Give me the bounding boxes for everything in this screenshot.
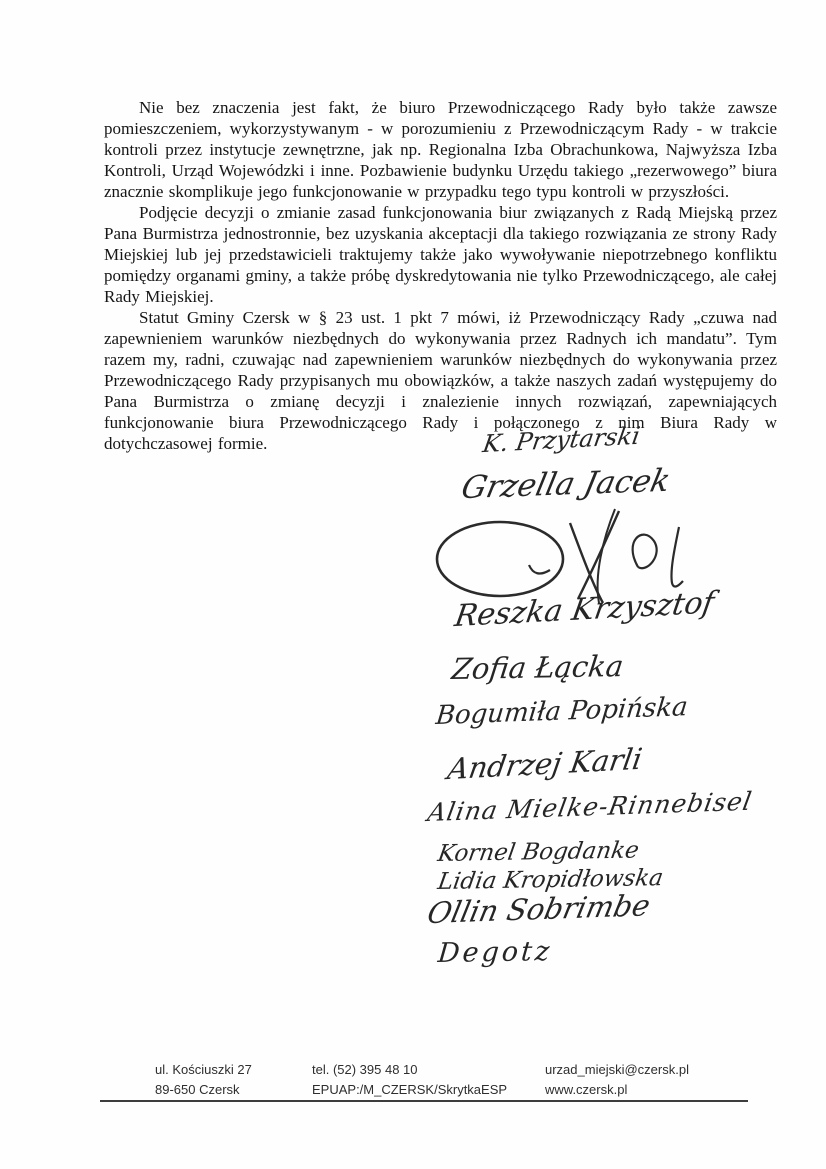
letter-body: [104, 97, 777, 454]
paragraph-statute-request: Statut Gminy Czersk w § 23 ust. 1 pkt 7 mówi, iż Przewodniczący Rady „czuwa nad zapewnieniem warunków niezbędnych do wykonywania przez Radnych ich mandatu”. Tym razem my, radni, czuwając nad zapewnieniem warunków niezbędnych do wykonywania przez Przewodniczącego Rady przypisanych mu obowiązków, a także naszych zadań występujemy do Pana Burmistrza o zmianę decyzji i znalezienie innych rozwiązań, zapewniających funkcjonowanie biura Przewodniczącego Rady i połączonego z nim Biura Rady w dotychczasowej formie.: [104, 308, 777, 453]
signature: Reszka Krzysztof: [452, 585, 717, 635]
signature: Ollin Sobrimbe: [424, 888, 654, 931]
signature: K. Przytarski: [480, 421, 643, 459]
signature: Andrzej Karli: [445, 741, 645, 787]
signature: Grzella Jacek: [458, 462, 674, 507]
footer-address-column: [155, 1060, 252, 1100]
paragraph-unilateral-decision: Podjęcie decyzji o zmianie zasad funkcjonowania biur związanych z Radą Miejską przez Pana Burmistrza jednostronnie, bez uzyskania akceptacji dla takiego rozwiązania ze strony Rady Miejskiej lub jej przedstawicieli traktujemy także jako wywoływanie niepotrzebnego konfliktu pomiędzy organami gminy, a także próbę dyskredytowania nie tylko Przewodniczącego, ale całej Rady Miejskiej.: [104, 203, 777, 306]
signature: Alina Mielke-Rinnebisel: [425, 786, 755, 828]
signature: Lidia Kropidłowska: [435, 865, 666, 896]
footer-website: www.czersk.pl: [545, 1082, 628, 1097]
paragraph-office-inspections: Nie bez znaczenia jest fakt, że biuro Przewodniczącego Rady było także zawsze pomieszczeniem, wykorzystywanym - w porozumieniu z Przewodniczącym Rady - w trakcie kontroli przez instytucje zewnętrzne, jak np. Regionalna Izba Obrachunkowa, Najwyższa Izba Kontroli, Urząd Wojewódzki i inne. Pozbawienie budynku Urzędu takiego „rezerwowego” biura znacznie skomplikuje jego funkcjonowanie w przypadku tego typu kontroli w przyszłości.: [104, 98, 777, 201]
footer-divider: [100, 1100, 748, 1102]
footer-email: urzad_miejski@czersk.pl: [545, 1062, 689, 1077]
signature: Bogumiła Popińska: [434, 692, 690, 732]
signature: Degotz: [436, 935, 554, 970]
footer-city: 89-650 Czersk: [155, 1082, 240, 1097]
footer-web-column: [545, 1060, 689, 1100]
signature: Kornel Bogdanke: [435, 837, 641, 868]
footer-contact-column: [312, 1060, 507, 1100]
signature: Zofia Łącka: [449, 648, 626, 687]
footer-epuap: EPUAP:/M_CZERSK/SkrytkaESP: [312, 1082, 508, 1097]
footer-street: ul. Kościuszki 27: [155, 1062, 252, 1077]
footer-phone: tel. (52) 395 48 10: [312, 1062, 418, 1077]
